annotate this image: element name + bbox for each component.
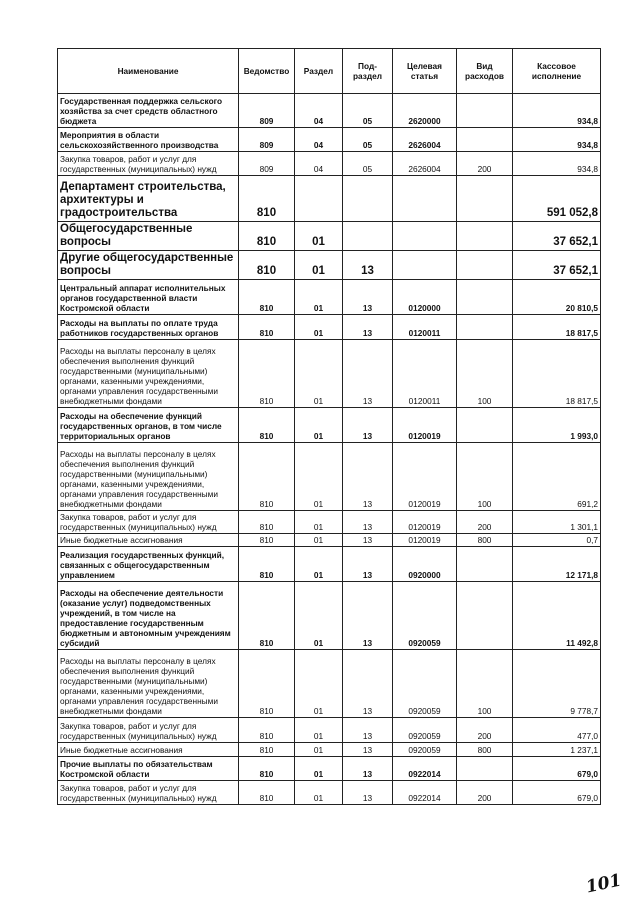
cell-expense-type	[457, 94, 513, 128]
cell-name: Центральный аппарат исполнительных органов государственной власти Костромской области	[58, 280, 239, 315]
cell-expense-type	[457, 757, 513, 781]
cell-department: 810	[239, 547, 295, 582]
cell-subsection: 13	[343, 547, 393, 582]
cell-department: 810	[239, 757, 295, 781]
cell-name: Расходы на обеспечение деятельности (оказание услуг) подведомственных учреждений, в том числе на предоставление государственным бюджетным и автономным учреждениям субсидий	[58, 582, 239, 650]
cell-subsection: 13	[343, 315, 393, 340]
cell-cash-execution: 679,0	[513, 781, 601, 805]
cell-name: Закупка товаров, работ и услуг для государственных (муниципальных) нужд	[58, 718, 239, 743]
cell-target-article: 0920000	[393, 547, 457, 582]
cell-section: 01	[295, 582, 343, 650]
cell-target-article: 0120019	[393, 443, 457, 511]
table-row	[58, 152, 601, 176]
cell-target-article: 0922014	[393, 781, 457, 805]
cell-subsection: 13	[343, 340, 393, 408]
table-row	[58, 251, 601, 280]
cell-section: 01	[295, 251, 343, 280]
cell-target-article: 0920059	[393, 743, 457, 757]
cell-cash-execution: 691,2	[513, 443, 601, 511]
cell-name: Реализация государственных функций, связанных с общегосударственным управлением	[58, 547, 239, 582]
cell-expense-type: 200	[457, 781, 513, 805]
cell-expense-type	[457, 176, 513, 222]
header-department: Ведомство	[239, 49, 295, 94]
cell-department: 810	[239, 251, 295, 280]
cell-section: 04	[295, 128, 343, 152]
table-row	[58, 340, 601, 408]
table-row	[58, 315, 601, 340]
cell-name: Расходы на выплаты персоналу в целях обеспечения выполнения функций государственными (муниципальными) органами, казенными учреждениями, органами управления государственными внебюджетными фондами	[58, 650, 239, 718]
cell-name: Расходы на выплаты по оплате труда работников государственных органов	[58, 315, 239, 340]
cell-target-article: 0120019	[393, 534, 457, 547]
cell-cash-execution: 1 237,1	[513, 743, 601, 757]
table-row	[58, 511, 601, 534]
cell-section: 01	[295, 222, 343, 251]
cell-section: 01	[295, 757, 343, 781]
cell-expense-type	[457, 315, 513, 340]
cell-subsection: 13	[343, 718, 393, 743]
cell-subsection	[343, 222, 393, 251]
table-row	[58, 280, 601, 315]
cell-target-article: 0920059	[393, 718, 457, 743]
cell-section: 01	[295, 315, 343, 340]
table-row	[58, 781, 601, 805]
cell-section: 01	[295, 443, 343, 511]
cell-subsection: 05	[343, 152, 393, 176]
cell-section: 01	[295, 547, 343, 582]
cell-cash-execution: 20 810,5	[513, 280, 601, 315]
cell-subsection: 13	[343, 534, 393, 547]
cell-department: 809	[239, 152, 295, 176]
cell-expense-type: 800	[457, 743, 513, 757]
cell-expense-type: 200	[457, 511, 513, 534]
cell-section: 01	[295, 718, 343, 743]
cell-expense-type: 800	[457, 534, 513, 547]
table-row	[58, 408, 601, 443]
table-row	[58, 443, 601, 511]
cell-name: Расходы на выплаты персоналу в целях обеспечения выполнения функций государственными (муниципальными) органами, казенными учреждениями, органами управления государственными внебюджетными фондами	[58, 443, 239, 511]
cell-subsection: 13	[343, 757, 393, 781]
cell-department: 810	[239, 582, 295, 650]
cell-name: Расходы на обеспечение функций государственных органов, в том числе территориальных органов	[58, 408, 239, 443]
cell-cash-execution: 477,0	[513, 718, 601, 743]
cell-department: 810	[239, 650, 295, 718]
cell-name: Закупка товаров, работ и услуг для государственных (муниципальных) нужд	[58, 152, 239, 176]
cell-subsection	[343, 176, 393, 222]
header-expense-type: Вид расходов	[457, 49, 513, 94]
cell-department: 810	[239, 443, 295, 511]
cell-target-article: 2620000	[393, 94, 457, 128]
header-subsection: Под- раздел	[343, 49, 393, 94]
cell-department: 810	[239, 176, 295, 222]
cell-name: Мероприятия в области сельскохозяйственного производства	[58, 128, 239, 152]
cell-target-article: 2626004	[393, 128, 457, 152]
table-row	[58, 94, 601, 128]
cell-expense-type	[457, 280, 513, 315]
table-row	[58, 547, 601, 582]
table-row	[58, 534, 601, 547]
cell-section: 01	[295, 280, 343, 315]
cell-department: 810	[239, 408, 295, 443]
cell-section: 01	[295, 743, 343, 757]
cell-target-article: 0120011	[393, 315, 457, 340]
cell-subsection: 13	[343, 408, 393, 443]
cell-expense-type: 100	[457, 443, 513, 511]
cell-section: 01	[295, 408, 343, 443]
cell-target-article: 0920059	[393, 582, 457, 650]
header-target-article: Целевая статья	[393, 49, 457, 94]
cell-subsection: 05	[343, 94, 393, 128]
cell-section	[295, 176, 343, 222]
cell-name: Расходы на выплаты персоналу в целях обеспечения выполнения функций государственными (муниципальными) органами, казенными учреждениями, органами управления государственными внебюджетными фондами	[58, 340, 239, 408]
cell-expense-type	[457, 582, 513, 650]
cell-name: Государственная поддержка сельского хозяйства за счет средств областного бюджета	[58, 94, 239, 128]
table-row	[58, 128, 601, 152]
table-row	[58, 222, 601, 251]
header-name: Наименование	[58, 49, 239, 94]
table-row	[58, 176, 601, 222]
cell-name: Другие общегосударственные вопросы	[58, 251, 239, 280]
table-row	[58, 743, 601, 757]
cell-cash-execution: 679,0	[513, 757, 601, 781]
cell-department: 810	[239, 718, 295, 743]
cell-target-article: 0920059	[393, 650, 457, 718]
cell-cash-execution: 9 778,7	[513, 650, 601, 718]
cell-section: 01	[295, 534, 343, 547]
budget-table	[57, 48, 601, 805]
cell-target-article: 0120019	[393, 408, 457, 443]
cell-expense-type: 100	[457, 650, 513, 718]
cell-subsection: 05	[343, 128, 393, 152]
table-header	[58, 49, 601, 94]
cell-subsection: 13	[343, 251, 393, 280]
cell-target-article	[393, 176, 457, 222]
cell-name: Закупка товаров, работ и услуг для государственных (муниципальных) нужд	[58, 781, 239, 805]
cell-cash-execution: 12 171,8	[513, 547, 601, 582]
cell-department: 809	[239, 128, 295, 152]
cell-expense-type: 100	[457, 340, 513, 408]
cell-target-article	[393, 251, 457, 280]
cell-cash-execution: 37 652,1	[513, 251, 601, 280]
cell-department: 810	[239, 511, 295, 534]
cell-section: 01	[295, 781, 343, 805]
cell-cash-execution: 0,7	[513, 534, 601, 547]
cell-subsection: 13	[343, 443, 393, 511]
cell-cash-execution: 1 301,1	[513, 511, 601, 534]
cell-department: 810	[239, 280, 295, 315]
header-cash-execution: Кассовое исполнение	[513, 49, 601, 94]
cell-department: 810	[239, 743, 295, 757]
cell-target-article: 0120000	[393, 280, 457, 315]
cell-cash-execution: 1 993,0	[513, 408, 601, 443]
cell-cash-execution: 934,8	[513, 94, 601, 128]
cell-cash-execution: 591 052,8	[513, 176, 601, 222]
cell-cash-execution: 37 652,1	[513, 222, 601, 251]
cell-target-article: 0120011	[393, 340, 457, 408]
cell-cash-execution: 11 492,8	[513, 582, 601, 650]
table-row	[58, 650, 601, 718]
cell-expense-type	[457, 408, 513, 443]
cell-expense-type: 200	[457, 152, 513, 176]
cell-department: 809	[239, 94, 295, 128]
cell-section: 01	[295, 650, 343, 718]
cell-cash-execution: 18 817,5	[513, 315, 601, 340]
header-section: Раздел	[295, 49, 343, 94]
cell-name: Иные бюджетные ассигнования	[58, 534, 239, 547]
cell-target-article: 2626004	[393, 152, 457, 176]
cell-cash-execution: 934,8	[513, 152, 601, 176]
cell-subsection: 13	[343, 781, 393, 805]
cell-section: 04	[295, 152, 343, 176]
cell-expense-type	[457, 128, 513, 152]
cell-target-article	[393, 222, 457, 251]
page-number: 101	[584, 870, 624, 898]
cell-name: Департамент строительства, архитектуры и градостроительства	[58, 176, 239, 222]
cell-expense-type	[457, 547, 513, 582]
cell-name: Закупка товаров, работ и услуг для государственных (муниципальных) нужд	[58, 511, 239, 534]
table-row	[58, 757, 601, 781]
cell-section: 01	[295, 340, 343, 408]
cell-expense-type	[457, 222, 513, 251]
table-body	[58, 94, 601, 805]
cell-expense-type: 200	[457, 718, 513, 743]
cell-department: 810	[239, 340, 295, 408]
table-row	[58, 582, 601, 650]
cell-department: 810	[239, 315, 295, 340]
cell-section: 01	[295, 511, 343, 534]
cell-subsection: 13	[343, 280, 393, 315]
cell-target-article: 0120019	[393, 511, 457, 534]
cell-department: 810	[239, 222, 295, 251]
cell-subsection: 13	[343, 743, 393, 757]
cell-department: 810	[239, 534, 295, 547]
header-row	[58, 49, 601, 94]
cell-subsection: 13	[343, 582, 393, 650]
cell-name: Иные бюджетные ассигнования	[58, 743, 239, 757]
cell-subsection: 13	[343, 650, 393, 718]
cell-name: Общегосударственные вопросы	[58, 222, 239, 251]
cell-cash-execution: 934,8	[513, 128, 601, 152]
cell-name: Прочие выплаты по обязательствам Костромской области	[58, 757, 239, 781]
table-row	[58, 718, 601, 743]
cell-section: 04	[295, 94, 343, 128]
cell-cash-execution: 18 817,5	[513, 340, 601, 408]
cell-subsection: 13	[343, 511, 393, 534]
cell-target-article: 0922014	[393, 757, 457, 781]
cell-expense-type	[457, 251, 513, 280]
cell-department: 810	[239, 781, 295, 805]
